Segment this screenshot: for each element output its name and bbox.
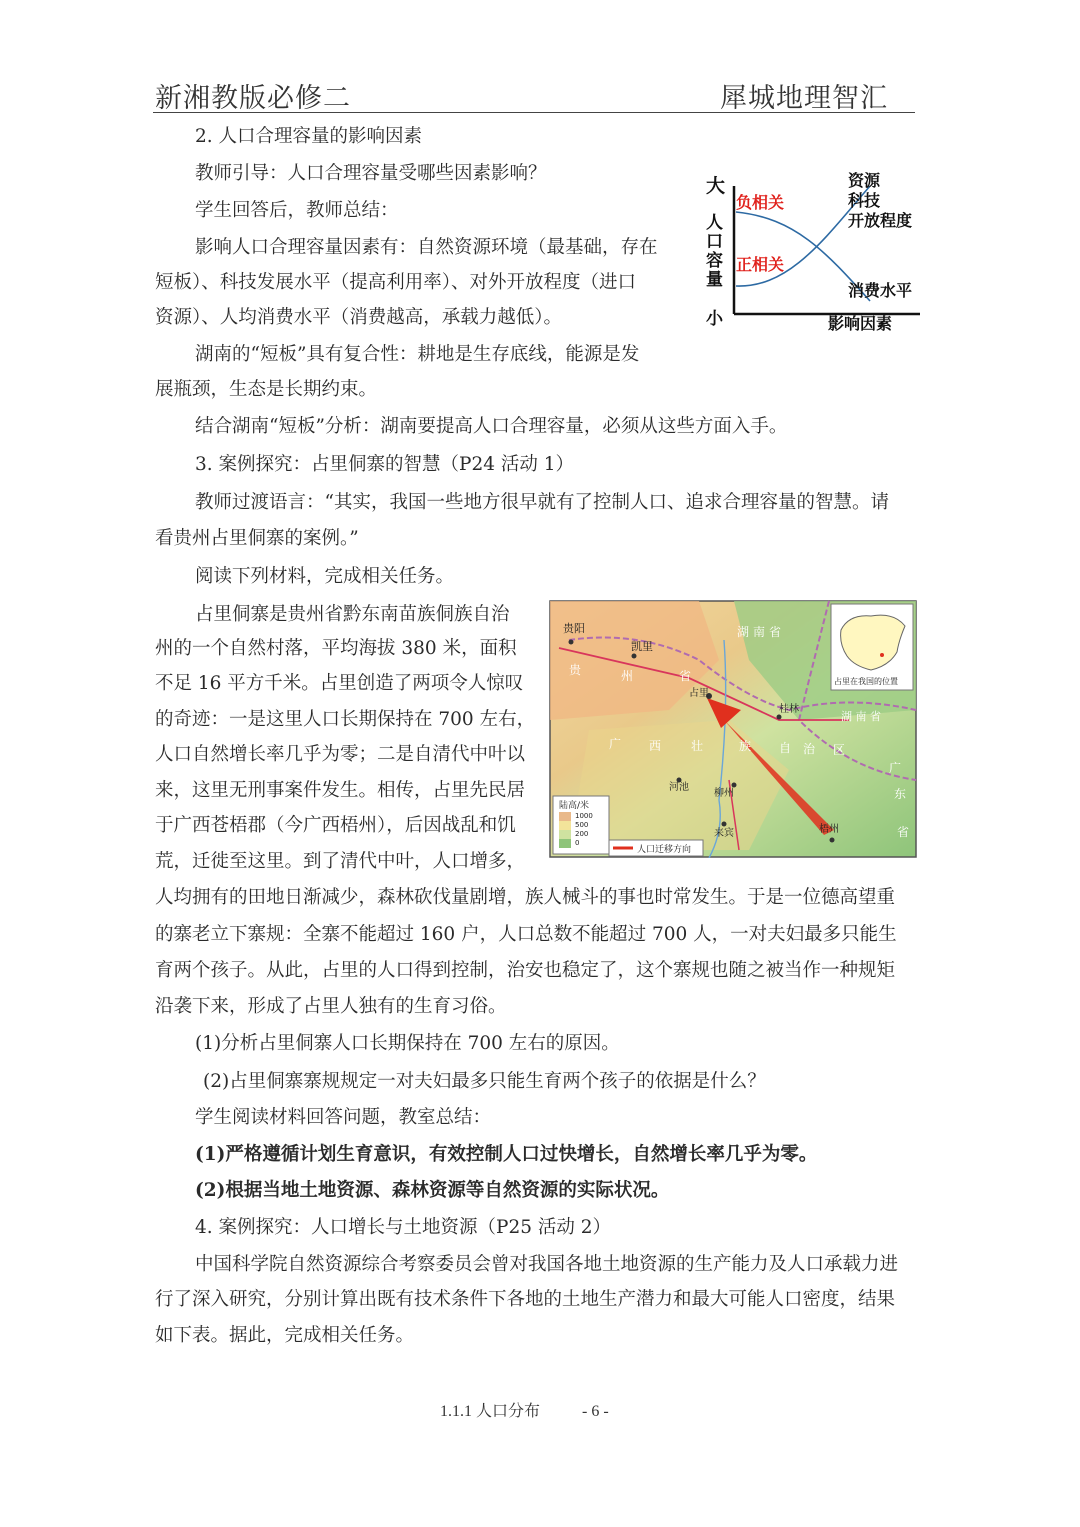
- map-label: 湖南省: [737, 625, 786, 639]
- paragraph-line: 影响人口合理容量因素有：自然资源环境（最基础，存在: [195, 237, 658, 258]
- page-number: - 6 -: [582, 1403, 609, 1420]
- paragraph-line: 如下表。据此，完成相关任务。: [155, 1325, 415, 1346]
- map-label: 湖 南 省: [841, 710, 881, 723]
- factor-consumption-label: 消费水平: [848, 281, 913, 300]
- city-marker: [722, 822, 727, 827]
- question-line: (1)分析占里侗寨人口长期保持在 700 左右的原因。: [195, 1033, 620, 1054]
- map-legend: [553, 796, 609, 854]
- city-marker: [632, 654, 637, 659]
- city-marker: [732, 783, 737, 788]
- map-label: 州: [621, 669, 634, 683]
- paragraph-line: 学生阅读材料回答问题，教室总结：: [195, 1107, 492, 1128]
- y-bottom-label: 小: [706, 309, 723, 329]
- paragraph-line: 中国科学院自然资源综合考察委员会曾对我国各地土地资源的生产能力及人口承载力进: [195, 1254, 899, 1275]
- paragraph-line: 短板）、科技发展水平（提高利用率）、对外开放程度（进口: [155, 272, 637, 293]
- page-footer: [440, 1398, 609, 1421]
- map-label: 梧州: [819, 824, 839, 835]
- map-label: 区: [833, 743, 846, 757]
- arrow-legend: [609, 840, 703, 856]
- map-label: 河池: [669, 782, 689, 793]
- paragraph-line: 沿袭下来，形成了占里人独有的生育习俗。: [155, 996, 507, 1017]
- map-label: 贵阳: [563, 622, 585, 635]
- paragraph-line: 于广西苍梧郡（今广西梧州），后因战乱和饥: [155, 815, 516, 836]
- paragraph-line: 看贵州占里侗寨的案例。”: [155, 528, 359, 549]
- city-marker: [777, 715, 782, 720]
- negative-correlation-label: 负相关: [736, 193, 785, 212]
- paragraph-line: 荒，迁徙至这里。到了清代中叶，人口增多，: [155, 851, 526, 872]
- paragraph-line: 人均拥有的田地日渐减少，森林砍伐量剧增，族人械斗的事也时常发生。于是一位德高望重: [155, 887, 896, 908]
- map-label: 广: [889, 761, 902, 775]
- legend-title: 陆高/米: [559, 801, 590, 811]
- section-heading: 4. 案例探究：人口增长与土地资源（P25 活动 2）: [195, 1217, 612, 1238]
- paragraph-line: 教师过渡语言：“其实，我国一些地方很早就有了控制人口、追求合理容量的智慧。请: [195, 492, 889, 513]
- factor-openness-label: 开放程度: [848, 211, 913, 230]
- map-label: 治: [803, 742, 816, 756]
- x-axis-title: 影响因素: [828, 314, 893, 333]
- map-label: 族: [739, 739, 752, 753]
- map-label: 桂林: [779, 704, 799, 715]
- paragraph-line: 学生回答后，教师总结：: [195, 200, 399, 221]
- arrow-legend-label: 人口迁移方向: [637, 845, 692, 855]
- paragraph-line: 州的一个自然村落，平均海拔 380 米，面积: [155, 638, 517, 659]
- factor-tech-label: 科技: [848, 191, 881, 210]
- paragraph-line: 的奇迹：一是这里人口长期保持在 700 左右，: [155, 709, 536, 730]
- map-label: 贵: [569, 663, 582, 677]
- zhanli-location-dot: [880, 653, 884, 657]
- city-marker: [830, 838, 835, 843]
- paragraph-line: 教师引导：人口合理容量受哪些因素影响？: [195, 163, 547, 184]
- capacity-factor-diagram: [700, 166, 930, 336]
- paragraph-line: 行了深入研究，分别计算出既有技术条件下各地的土地生产潜力和最大可能人口密度，结果: [155, 1289, 896, 1310]
- section-heading: 2. 人口合理容量的影响因素: [195, 126, 423, 147]
- paragraph-line: 育两个孩子。从此，占里的人口得到控制，治安也稳定了，这个寨规也随之被当作一种规矩: [155, 960, 896, 981]
- map-label: 省: [897, 825, 910, 839]
- map-label: 自: [779, 741, 792, 755]
- positive-correlation-label: 正相关: [736, 255, 785, 274]
- factor-resource-label: 资源: [848, 171, 881, 190]
- question-line: (2)占里侗寨寨规规定一对夫妇最多只能生育两个孩子的依据是什么？: [203, 1071, 766, 1092]
- paragraph-line: 人口自然增长率几乎为零；二是自清代中叶以: [155, 744, 526, 765]
- header-title-left: 新湘教版必修二: [155, 83, 351, 114]
- paragraph-line: 阅读下列材料，完成相关任务。: [195, 566, 455, 587]
- legend-value: 200: [575, 830, 589, 838]
- map-label: 东: [894, 787, 907, 801]
- y-axis-title: 人 口 容 量: [706, 213, 723, 290]
- legend-value: 500: [575, 821, 589, 829]
- paragraph-line: 结合湖南“短板”分析：湖南要提高人口合理容量，必须从这些方面入手。: [195, 416, 788, 437]
- paragraph-line: 不足 16 平方千米。占里创造了两项令人惊叹: [155, 673, 524, 694]
- y-top-label: 大: [706, 175, 726, 197]
- map-label: 省: [679, 669, 692, 683]
- section-heading: 3. 案例探究：占里侗寨的智慧（P24 活动 1）: [195, 454, 575, 475]
- header-title-right: 犀城地理智汇: [720, 83, 888, 114]
- map-label: 西: [649, 739, 662, 753]
- paragraph-line: 的寨老立下寨规：全寨不能超过 160 户，人口总数不能超过 700 人，一对夫妇最多只能生: [155, 924, 897, 945]
- paragraph-line: 来，这里无刑事案件发生。相传，占里先民居: [155, 780, 526, 801]
- city-marker: [569, 640, 574, 645]
- paragraph-line: 占里侗寨是贵州省黔东南苗族侗族自治: [195, 604, 510, 625]
- map-label: 占里: [689, 688, 709, 699]
- legend-value: 0: [575, 839, 580, 847]
- map-label: 来宾: [714, 828, 734, 839]
- map-label: 壮: [691, 739, 704, 753]
- paragraph-line: 展瓶颈，生态是长期约束。: [155, 379, 378, 400]
- answer-line: (1)严格遵循计划生育意识，有效控制人口过快增长，自然增长率几乎为零。: [195, 1144, 818, 1165]
- china-inset-map: [831, 604, 913, 690]
- answer-line: (2)根据当地土地资源、森林资源等自然资源的实际状况。: [195, 1180, 670, 1201]
- paragraph-line: 湖南的“短板”具有复合性：耕地是生存底线，能源是发: [195, 344, 640, 365]
- footer-section: 1.1.1 人口分布: [440, 1403, 541, 1420]
- map-label: 广: [609, 737, 622, 751]
- map-label: 柳州: [714, 788, 734, 799]
- map-label: 凯里: [631, 640, 653, 653]
- inset-caption: 占里在我国的位置: [834, 677, 898, 686]
- zhanli-migration-map: [549, 600, 917, 858]
- paragraph-line: 资源）、人均消费水平（消费越高，承载力越低）。: [155, 307, 563, 328]
- legend-value: 1000: [575, 812, 593, 820]
